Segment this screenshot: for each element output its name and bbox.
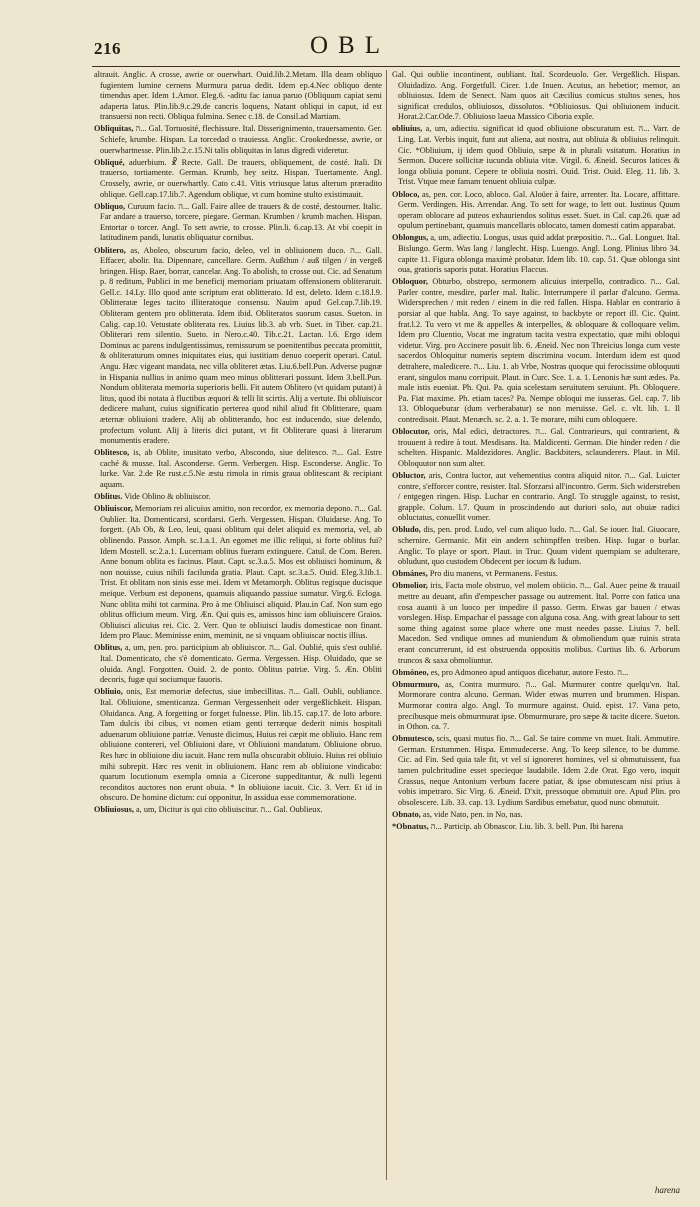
- entry-lemma: Obliquitas,: [94, 124, 134, 134]
- entry-lemma: obliuius,: [392, 124, 423, 134]
- entry-lemma: Oblongus,: [392, 233, 429, 243]
- dictionary-entry: [94, 805, 382, 816]
- dictionary-entry: [392, 668, 680, 679]
- entry-lemma: Obmurmuro,: [392, 679, 440, 689]
- entry-text: a, um, pen. pro. participium ab obliuiscor. ה... Gal. Oublié, quis s'est oublié. Ital. Domenticato, che s'è domenticato. Germa. Vergessen. Hisp. Oluidado, que se oluida. Angl. Forgotten. Ouid. 2. de ponto. Oblitus patriæ. Virg. 5. Æn. Obliti decoris, fugæ qui sociumque fauoris.: [100, 643, 382, 685]
- entry-text: oris, Mal edici, detractores. ה... Gal. Contrarieurs, qui contrarient, & trouuent à redire à tout. Mesdisans. Ita. Maldicenti. German. Die hinder reden / die schelten. Hispanic. Maldezidores. Anglic. Backbiters, sclaunderers. Plaut. in Mil. Obloquutor non sum alter.: [398, 427, 680, 468]
- dictionary-entry: [94, 202, 382, 244]
- entry-text: Curuum facio. ה... Gall. Faire allee de trauers & de costé, destourner. Italic. Far andare a trauerso, torcere, piegare. German. Krumben / krumb machen. Hispan. Entortar o torcer. Angl. To sett awrie, to crosse. Plin.li. 6.cap.13. At vbi coepit in latitudinem pandi, lunatis obliquatur cornibus.: [100, 201, 382, 243]
- dictionary-entry: [392, 680, 680, 733]
- entry-text: as, vide Nato, pen. in No, nas.: [422, 809, 523, 819]
- entry-text: scis, quasi mutus fio. ה... Gal. Se taire comme vn muet. Itali. Ammutire. German. Erstummen. Hispa. Emmudecerse. Ang. To keep silence, to be dumme. Cic. ad Fin. Sed quia tale fit, vt vel si ignoreret homines, vel si obmutuissent, fua tamen pulchritudine esset specieque laudabile. Idem 2.de Orat. Ego vero, inquit Crassus, neque Antonium verbum facere patiar, & ipse obmutescam nisi prius à vobis impetraro. Sic Virg. 6. Æneid. D'xit, pressoque obmutuit ore. Apud Plin. pro obsolescere. Lib. 33. cap. 13. Lydium Sardibus emebatur, quod nunc obmutuit.: [398, 734, 680, 807]
- entry-lemma: Oblitesco,: [94, 448, 130, 458]
- dictionary-entry: [392, 471, 680, 524]
- entry-text: onis, Est memoriæ defectus, siue imbecillitas. ה... Gall. Oubli, oubliance. Ital. Obliuione, smenticanza. German Vergessenheit oder vergeßlichkeit. Hispan. Oluidanca. Ang. A forgetting or forget fulnesse. Plin. lib.15. cap.17. de loto arbore. Tam dulcis ibi cibus, vt nomen etiam genti terræque dederit nimis hospitali aduenarum obliuione patriæ. Venuste dicimus, Huius rei cæpit me obliuio. Hanc rem obliuione contereri, vel Obliuioni dare, vt Obliuioni mandatum. Obliuione obruo. Res hæc in obliuione diu iacuit. Hanc rem nulla obscurabit obliuio. Huius rei obliuio mihi subrepit. Hæc res venit in obliuionem. Hanc rem ab obliuione vindicabo: quarum locutionum exempla omnia a Cicerone suppeditantur, & nulli legenti reconditos auctores non erunt obuia. * In obliuione iacuit. Cic. 3. Verr. Et id in obscuro. De homine dictum: cui opponitur, In assidua esse commemoratione.: [100, 687, 382, 803]
- entry-text: as, pen. cor. Loco, abloco. Gal. Aloüer à faire, arrenter. Ita. Locare, affittare. Germ. Verdingen. His. Arrendar. Ang. To sett for wage, to lett out. Iustinus Quum operam oblocare ad puteos exhauriendos solitus esset. Suet. in Cal. cap.26. quæ ad opulum pertinebant, quamuis mancellaris oblocato, tamen domesti catim apparabat.: [398, 189, 680, 231]
- dictionary-entry: [392, 581, 680, 666]
- dictionary-entry: [392, 70, 680, 123]
- dictionary-entry: [94, 492, 382, 503]
- running-head: OBL: [310, 32, 390, 59]
- dictionary-entry: [392, 810, 680, 821]
- entry-text: es, pro Admoneo apud antiquos dicebatur, autore Festo. ה...: [430, 667, 629, 677]
- dictionary-entry: [94, 124, 382, 156]
- entry-lemma: Obludo,: [392, 525, 421, 535]
- entry-text: Memoriam rei alicuius amitto, non recordor, ex memoria depono. ה... Gal. Oublier. Ita. Domenticarsi, scordarsi. Gerh. Vergessen. Hispan. Oluidarse. Ang. To forgett. (Ab Ob, & Leo, leui, quasi oblitum qui delet aliquid ex memoria, vel, ab oblinendo. Passor. Amph. sc.1.a.1. An egomet me illic reliqui, si forte oblitus fui? Idem Mostell. sc.2.a.1. Lucernam oblitus fueram extinguere. Catul. de Com. Beren. Anne bonum oblita es facinus. Plaut. Capt. sc.3.a.5. Mos est obliuisci hominum, & non nouisse, cuius nihili facilunda gratia. Plaut. Capt. sc.3.a.5. Ouid. Eleg.3.lib.1. Trist. Et oblitam non sinis esse mei. Idem vt Metamorph. Oblitus regisque ducisque meique. Verbum est deponens, quamuis aliquando passiue sumatur. Virg.6. Ecloga. Nunc oblita mihi tot carmina. Pro à me Obliuisci aliquid. Plau.in Caf. Non sum ego oblitus officium meum. Virg. Æn. Qui quis es, amissos hinc iam obliuiscere Graios. Obliuisci alicuius rei. Cic. 2. Verr. Quo te obliuisci laudis domesticae non finant. Idem pro Plauc. Meminisse enim, meminit, ne si vnquam obliuiscar noctis illius.: [100, 504, 382, 641]
- entry-text: altrauit. Anglic. A crosse, awrie or ouerwhart. Ouid.lib.2.Metam. Illa deam obliquo fugientem lumine cernens Murmura parua dedit. Idem ep.4.Nec obliquo dente timendus aper. Idem 1.Amor. Eleg.6. -aditu fac ianua paruo (Obliquum capiat semi adaperta latus. Plin.lib.9.c.29.de cancris loquens, Natant obliqui in caput, id est transuersi non recti. Obliqua fulmina. Senec c.18. de Consil.ad Martiam.: [94, 70, 382, 122]
- entry-text: Gal. Qui oublie incontinent, oubliant. Ital. Scordeuolo. Ger. Vergeßlich. Hispan. Oluidadizo. Ang. Forgetfull. Cicer. 1.de Inuen. Acutus, an hebetior; memor, an obliuiosus. Idem de Senect. Nam quos ait Cæcilius comicus stultos senes, hos significat credulos, obliuiosos, dissolutos. *Obliuiosus. Qui obliuionem inducit. Horat.2.Car.Ode.7. Obliuioso laeua Massico Ciboria exple.: [392, 70, 680, 122]
- dictionary-entry: [392, 569, 680, 580]
- entry-lemma: Obliuio,: [94, 687, 123, 697]
- dictionary-entry: [94, 687, 382, 804]
- page-header: [0, 0, 700, 68]
- page-number: 216: [94, 39, 121, 58]
- dictionary-entry: [94, 158, 382, 200]
- entry-lemma: Oblocutor,: [392, 427, 430, 437]
- entry-text: a, um, adiectiu. significat id quod obliuione obscuratum est. ה... Varr. de Ling. Lat. Verbis inquit, funt aut aliena, aut nostra, aut obliuia & obliuius relinquit. Cic. *Obliuium, ij idem quod Obliuio, sæpe & in plurali vsitatum. Horatius in Sermon. Ducere sollicitæ iucunda obliuia vitæ. Virgil. 6. Æneid. Securos latices & longa obliuia ponunt. Cepere te obliuia nostri. Ouid. Trist. Ouid. Eleg. 11. lib. 3. Trist. Vtque meæ famam tenuent obliuia culpæ.: [398, 124, 680, 187]
- entry-text: is, ab Oblite, inusitato verbo, Abscondo, siue delitesco. ה... Gal. Estre caché & musse. Ital. Asconderse. Germ. Verbergen. Hisp. Esconderse. Anglic. To lurke. Var. 2.de Re rust.c.5.Ne æstu rimola in rimis graua oblitescant & recipiant aquam.: [100, 448, 382, 490]
- entry-text: a, um, adiectiu. Longus, usus quid addat præpositio. ה... Gal. Longuet. Ital. Bislungo. Germ. Was lang / langlecht. Hisp. Luengo. Angl. Long. Plinius libro 34. capite 11. Figura oblonga maximè probatur. Idem lib. 10. cap. 51. Quæ oblonga sint oua, gratioris saporis putat. Horatius Flaccus.: [398, 233, 680, 275]
- header-rule: [92, 66, 680, 67]
- entry-lemma: Obluctor,: [392, 470, 426, 480]
- entry-text: aris, Contra luctor, aut vehementius contra aliquid nitor. ה... Gal. Luicter contre, s'efforcer contre, resister. Ital. Sforzarsi all'incontro. Germ. Sich widerstreben / entgegen ringen. Hisp. Luchar en contrario. Angl. To struggle against, to resist, grapple. Colum. l.7. Quum in proscindendo aut duriori solo, aut obuiæ radici obluctatus, conuellit vomer.: [398, 470, 680, 523]
- entry-lemma: Obliquo,: [94, 201, 126, 211]
- right-column: [392, 70, 680, 1188]
- entry-text: ה... Gal. Tortuosité, flechissure. Ital. Disserignimento, trauersamento. Ger. Schiefe, krumbe. Hispan. La torcedad o trauiessa. Anglic. Crookednesse, awrie, or ouerwhartnesse. Plin.lib.2.c.15.Ni talis obliquitas in latus digredi videretur.: [100, 124, 382, 155]
- entry-lemma: Obmóneo,: [392, 667, 429, 677]
- dictionary-entry: [392, 124, 680, 188]
- entry-text: Pro diu manens, vt Permanens. Festus.: [429, 569, 558, 579]
- entry-text: dis, pen. prod. Ludo, vel cum aliquo ludo. ה... Gal. Se iouer. Ital. Giuocare, schernire. Germanic. Mit ein andern schimpffen treiben. Hisp. Iugar o burlar. Anglic. To playe or sport. Plaut. in Truc. Quum vident quempiam se adulterare, obludunt, quo custodem Obdecent per iocum & ludum.: [398, 525, 680, 567]
- entry-lemma: Oblitus,: [94, 643, 123, 653]
- dictionary-entry: [94, 246, 382, 447]
- dictionary-entry: [392, 233, 680, 275]
- dictionary-entry: [392, 525, 680, 567]
- entry-text: ה... Particip. ab Obnascor. Liu. lib. 3. bell. Pun. Ibi harena: [430, 821, 624, 831]
- column-divider: [386, 70, 387, 1180]
- entry-text: aduerbium. ☧ Recte. Gall. De trauers, obliquement, de costé. Itali. Di trauerso, tortiamente. German. Krumb, bey seitz. Hispan. Tuertamente. Angl. Crossely, awrie, or ouerwhartly. Cato c.41. Vitis vtriusque latus alterum præradito oblique. Gell.cap.17.lib.7. Agendum oblique, vt cum homine stulto existimauit.: [100, 157, 382, 199]
- left-column: [94, 70, 382, 1188]
- entry-lemma: Oblitus.: [94, 492, 123, 502]
- dictionary-entry: [94, 504, 382, 642]
- dictionary-entry: [392, 734, 680, 808]
- dictionary-entry: [94, 448, 382, 490]
- entry-text: a, um, Dicitur is qui cito obliuiscitur. ה... Gal. Oublieux.: [135, 805, 323, 815]
- entry-lemma: *Obnatus,: [392, 821, 429, 831]
- entry-lemma: Obmolior,: [392, 581, 428, 591]
- entry-lemma: Obloco,: [392, 189, 420, 199]
- dictionary-entry: [392, 822, 680, 833]
- dictionary-entry: [392, 190, 680, 232]
- entry-text: as, Contra murmuro. ה... Gal. Murmurer contre quelqu'vn. Ital. Mormorare contra alcuno. German. Wider etwas murren und brummen. Hispan. Murmorar contra algo. Angl. To murmure against. Ouid. epist. 17. Vana peto, precibusque meis obmurmurat ipse. Obmurmurare, pro sæpe & tacite dicere. Sueton. in Othon. ca. 7.: [398, 679, 680, 732]
- entry-lemma: Oblitero,: [94, 245, 126, 255]
- entry-text: iris, Facta mole obstruo, vel molem obiicio. ה... Gal. Auec peine & trauail mettre au deuant, afin d'empescher passage ou autrement. Ital. Porre con fatica una cosa auanti à un luoco per impedire il passo. Germ. Etwas gar bauen / etwas vorslegen. Hisp. Empachar el passage con alguna cosa. Ang. with great labour to sett some thing against some place where one must needes passe. Liuius 7. bell. Macedon. Sed vndique omnes ad muniendum & obmoliendum quæ ruinis strata erant concurrerunt, id est obstruenda oppositis molibus. Curtius lib. 6. Arborum truncos & saxa obmoliuntur.: [398, 581, 680, 665]
- entry-text: as, Aboleo, obscurum facio, deleo, vel in obliuionem duco. ה... Gall. Effacer, abolir. Ita. Dipennare, cancellare. Germ. Außthun / auß tilgen / in vergeß bringen. Hisp. Raer, borrar, cancelar. Ang. To abolish, to crosse out. Cic. ad Senatum p. 8 reditum, Publici in me beneficij memoriam priuatam offensionem obliteraruit. Gell.c. 14.Ly. Illo quod ante scriptum erat oblitterato. Id est, deleto. Idem c.18.l.9. Oblitteratæ leges tacito illiteratoque consensu. Nauim apud Gel.cap.7.lib.19. Obliteram gentem pro oblitterata. Idem ibid. Obliteratos suorum casus. Sueton. in Calig. cap.10. Vetustate obliterata res. Liuius lib.3. ab vrb. Suet. in Tiber. cap.21. Obliterari rem silentio. Sueto. in Nero.c.40. Tib.c.21. Lactan. l.6. Ergo idem Dominus ac parens indulgentissimus, remissurum se poenitentibus peccata promittit, & obliteraturum omnes iniquitates eius, qui iustitiam denuo coeperit operari. Catul. Angu. Hæc vigeant mandata, nec villa obliteret ætas. Liu.6.bell.Pun. Adverse pugnæ in Hispania nullius in animo quam meo minus oblitterari possunt. Idem 3.bell.Pun. Nondum obliterata memoria superioris belli. Fit autem Oblitero (vt quidam putant) à litus, quod ibi notata à fluctibus æquori & telli lit scirtis. Alij a vertute. Ibi obliuiscor dedicere malunt, cuius significatio perterea quod nihil aliud fit Oblitterare, quam æternæ obliuioni tradere. Alij ab oblitterando, hoc est inducendo, siue delendo, profectum volunt. Alij à literis dici putant, vt fit Obliterare quasi à literarum monumentis eradere.: [100, 245, 382, 446]
- entry-lemma: Obmutesco,: [392, 734, 435, 744]
- catchword: harena: [654, 1185, 680, 1195]
- entry-lemma: Obnato,: [392, 809, 421, 819]
- entry-text: Obturbo, obstrepo, sermonem alicuius interpello, contradico. ה... Gal. Parler contre, mesdire, parler mal. Italic. Interrumpere il parlar d'alcuno. Germa. Widersprechen / mit reden / einem in die red fallen. Hispa. Hablar en contrario à porsiar al que habla. Ang. To saye against, to backbyte or report ill. Cic. Quint. frat.l.2. Tu vero vt me & appelles & interpelles, & obloquare & colloquare velim. Idem pro Cluentio, Vocat me ingratum tacita vestra expectatio, quæ mihi obloqui videtur. Virg. pro Accinere posuit lib. 6. Æneid. Nec non Threicius longa cum veste sacerdos Obloquitur numeris septem discrimina vocum. Interdum idem est quod detrahere, maledicere. ה... Liu. 1. ab Vrbe, Nostras quoque qui ferocissime obloquuti erant, singulos manu corripuit. Plaut. in Curc. Sce. 1. a. 1. Lenonis hæ sunt ædes. Pa. male istis eueniat. Ph. Qui. Pa. quia scelestam seruitutem seruiunt. Ph. Obloquere. Pa. Fiat maxime. Ph. etiam taces? Pa. Nempe obloqui me iusseras. Gel. cap. 7. lib 13. Obloqueburar (dum verberabatur) se non meruisse. Gel. c. vlt. lib. 1. Il contredisoit. Plaut. Menæch. sc. 2. a. 1. Te morare, mihi cum obloquere.: [398, 277, 680, 424]
- entry-lemma: Obliuiosus,: [94, 805, 134, 815]
- dictionary-entry: [392, 427, 680, 469]
- dictionary-entry: [94, 643, 382, 685]
- entry-lemma: Obloquor,: [392, 277, 428, 287]
- entry-lemma: Obliqué,: [94, 157, 125, 167]
- entry-lemma: Obliuiscor,: [94, 504, 133, 514]
- entry-text: Vide Oblino & obliuiscor.: [124, 492, 211, 502]
- dictionary-entry: [94, 70, 382, 123]
- dictionary-entry: [392, 277, 680, 425]
- entry-lemma: Obmánes,: [392, 569, 428, 579]
